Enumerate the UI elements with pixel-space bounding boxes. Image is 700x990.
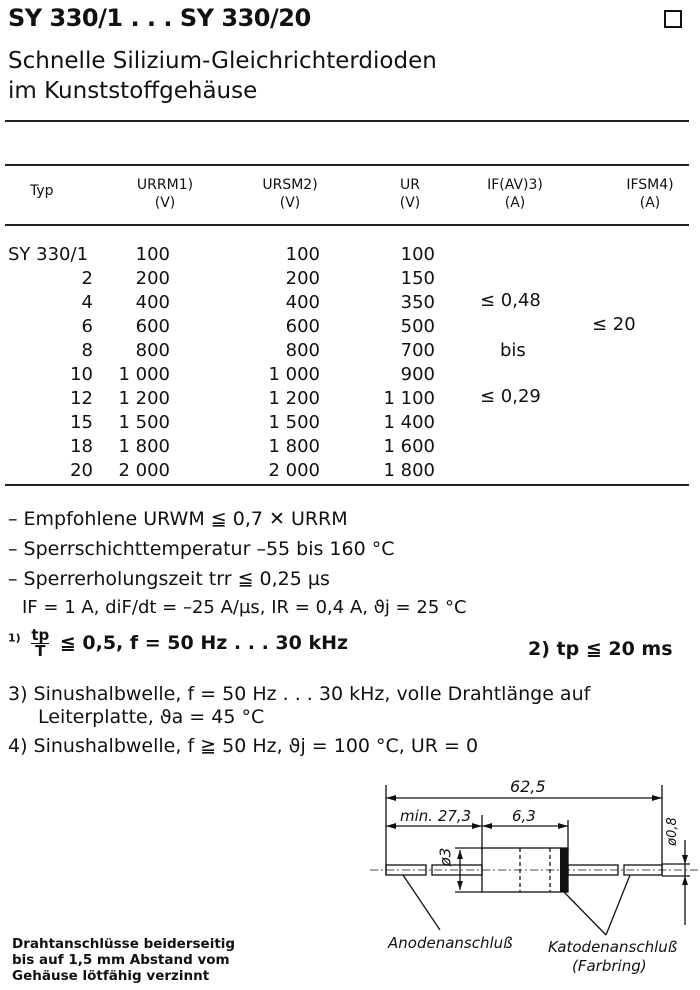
note-conditions: IF = 1 A, diF/dt = –25 A/µs, IR = 0,4 A, ϑj = 25 °C — [22, 597, 467, 618]
cell-urrm: 800 — [135, 340, 170, 361]
footnote-2: 2) tp ≦ 20 ms — [528, 638, 673, 660]
footnote-1: $^{1)}$ $\frac{tp}{T}$ ≦ 0,5, f = 50 Hz . . . 30 kHz — [8, 626, 349, 660]
ifsm-value: ≤ 20 — [592, 314, 636, 335]
header-ur: UR (V) — [399, 177, 421, 211]
dim-body: 6,3 — [512, 807, 536, 825]
divider — [5, 120, 689, 122]
cell-typ: 12 — [70, 388, 93, 409]
label-anode: Anodenanschluß — [388, 934, 513, 952]
subtitle-line-2: im Kunststoffgehäuse — [8, 78, 258, 104]
cell-ursm: 1 800 — [268, 436, 320, 457]
note-recovery-time: – Sperrerholungszeit trr ≦ 0,25 µs — [8, 568, 330, 590]
cell-ur: 700 — [400, 340, 435, 361]
cell-urrm: 1 800 — [118, 436, 170, 457]
cell-typ: SY 330/1 — [8, 244, 89, 265]
if-max: ≤ 0,48 — [480, 290, 541, 311]
cell-ur: 1 600 — [383, 436, 435, 457]
lead-footnote: Drahtanschlüsse beiderseitig bis auf 1,5 mm Abstand vom Gehäuse lötfähig verzinnt — [12, 936, 236, 984]
cell-urrm: 100 — [135, 244, 170, 265]
cell-typ: 10 — [70, 364, 93, 385]
divider — [5, 224, 689, 226]
cell-ursm: 1 000 — [268, 364, 320, 385]
cell-typ: 15 — [70, 412, 93, 433]
cell-typ: 4 — [81, 292, 93, 313]
header-urrm: URRM1) (V) — [136, 177, 194, 211]
label-cathode-note: (Farbring) — [572, 957, 647, 975]
cell-urrm: 400 — [135, 292, 170, 313]
cell-ursm: 800 — [285, 340, 320, 361]
header-typ: Typ — [30, 183, 54, 199]
cell-ur: 1 400 — [383, 412, 435, 433]
cell-ursm: 600 — [285, 316, 320, 337]
subtitle-line-1: Schnelle Silizium-Gleichrichterdioden — [8, 48, 437, 74]
cell-ur: 150 — [400, 268, 435, 289]
if-bis: bis — [500, 340, 526, 361]
footnote-3a: 3) Sinushalbwelle, f = 50 Hz . . . 30 kHz, volle Drahtlänge auf — [8, 683, 591, 705]
dim-lead: min. 27,3 — [400, 807, 472, 825]
cell-urrm: 1 500 — [118, 412, 170, 433]
header-ifav: IF(AV)3) (A) — [487, 177, 543, 211]
cell-urrm: 2 000 — [118, 460, 170, 481]
note-temperature: – Sperrschichttemperatur –55 bis 160 °C — [8, 538, 395, 560]
cell-typ: 8 — [81, 340, 93, 361]
dim-wire: ø0,8 — [664, 817, 680, 846]
cell-typ: 18 — [70, 436, 93, 457]
checkbox-square — [664, 10, 682, 28]
cell-ursm: 1 200 — [268, 388, 320, 409]
cell-ur: 350 — [400, 292, 435, 313]
cell-ur: 1 100 — [383, 388, 435, 409]
dim-dia: ø3 — [436, 847, 455, 867]
cell-urrm: 1 200 — [118, 388, 170, 409]
cell-urrm: 200 — [135, 268, 170, 289]
footnote-4: 4) Sinushalbwelle, f ≧ 50 Hz, ϑj = 100 °C, UR = 0 — [8, 735, 479, 757]
header-ursm: URSM2) (V) — [262, 177, 318, 211]
cell-typ: 20 — [70, 460, 93, 481]
header-ifsm: IFSM4) (A) — [626, 177, 674, 211]
footnote-3b: Leiterplatte, ϑa = 45 °C — [38, 706, 265, 728]
cell-ursm: 1 500 — [268, 412, 320, 433]
leader-anode — [403, 875, 440, 930]
cathode-color-ring — [560, 848, 568, 892]
cell-ursm: 400 — [285, 292, 320, 313]
leader-cathode — [564, 892, 606, 935]
divider — [5, 164, 689, 166]
label-cathode: Katodenanschluß — [548, 938, 678, 956]
cell-ursm: 2 000 — [268, 460, 320, 481]
divider — [5, 484, 689, 486]
cell-ur: 1 800 — [383, 460, 435, 481]
page-title: SY 330/1 . . . SY 330/20 — [8, 4, 311, 32]
cell-ursm: 100 — [285, 244, 320, 265]
dim-total: 62,5 — [510, 777, 546, 796]
cell-ur: 100 — [400, 244, 435, 265]
note-urwm: – Empfohlene URWM ≦ 0,7 ✕ URRM — [8, 508, 348, 530]
if-min: ≤ 0,29 — [480, 386, 541, 407]
cell-urrm: 1 000 — [118, 364, 170, 385]
cell-ursm: 200 — [285, 268, 320, 289]
cell-ur: 500 — [400, 316, 435, 337]
cell-urrm: 600 — [135, 316, 170, 337]
cell-ur: 900 — [400, 364, 435, 385]
cell-typ: 6 — [81, 316, 93, 337]
cell-typ: 2 — [81, 268, 93, 289]
